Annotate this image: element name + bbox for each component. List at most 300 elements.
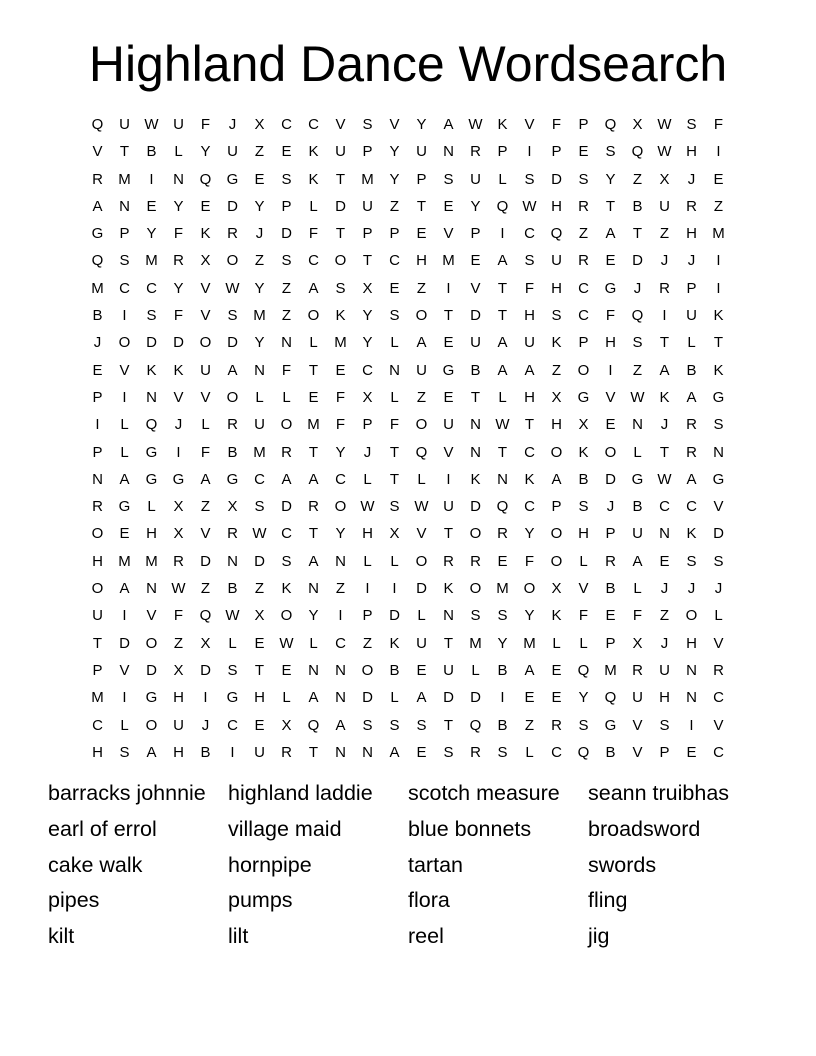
grid-letter: Z	[632, 170, 643, 188]
grid-letter: T	[713, 334, 724, 352]
grid-letter: K	[443, 580, 454, 598]
grid-letter: V	[443, 443, 454, 461]
grid-letter: U	[416, 143, 427, 161]
grid-letter: T	[92, 634, 103, 652]
grid-letter: H	[362, 525, 373, 543]
grid-letter: G	[118, 498, 131, 516]
grid-letter: B	[227, 580, 238, 598]
grid-letter: H	[551, 416, 562, 434]
grid-letter: E	[686, 743, 697, 761]
grid-letter: K	[713, 307, 724, 325]
grid-letter: O	[577, 361, 590, 379]
grid-letter: O	[334, 498, 347, 516]
grid-letter: M	[145, 552, 158, 570]
word-list-item: reel	[408, 924, 444, 949]
grid-letter: S	[605, 143, 616, 161]
grid-letter: Z	[578, 225, 589, 243]
grid-letter: Y	[389, 170, 400, 188]
grid-letter: C	[713, 743, 724, 761]
grid-letter: L	[282, 388, 291, 406]
grid-letter: C	[308, 252, 319, 270]
grid-letter: L	[120, 443, 129, 461]
grid-letter: M	[523, 634, 536, 652]
grid-letter: R	[227, 416, 238, 434]
grid-letter: C	[524, 443, 535, 461]
grid-letter: Y	[524, 525, 535, 543]
grid-letter: A	[227, 361, 238, 379]
grid-letter: H	[605, 334, 616, 352]
grid-letter: N	[227, 552, 238, 570]
grid-letter: S	[578, 716, 589, 734]
grid-letter: Y	[254, 279, 265, 297]
grid-letter: C	[389, 252, 400, 270]
grid-letter: J	[174, 416, 183, 434]
grid-letter: U	[416, 634, 427, 652]
grid-letter: U	[470, 170, 481, 188]
grid-letter: Q	[496, 197, 509, 215]
grid-letter: Y	[524, 607, 535, 625]
grid-letter: N	[497, 470, 508, 488]
grid-letter: H	[254, 689, 265, 707]
grid-letter: S	[470, 607, 481, 625]
grid-letter: K	[389, 634, 400, 652]
grid-letter: G	[604, 279, 617, 297]
grid-letter: Q	[631, 307, 644, 325]
grid-letter: M	[361, 170, 374, 188]
grid-letter: L	[714, 607, 723, 625]
grid-letter: C	[281, 525, 292, 543]
grid-letter: C	[146, 279, 157, 297]
word-list-item: earl of errol	[48, 816, 157, 841]
grid-letter: K	[335, 307, 346, 325]
grid-letter: K	[470, 470, 481, 488]
grid-letter: R	[713, 661, 724, 679]
grid-letter: B	[497, 716, 508, 734]
grid-letter: E	[416, 661, 427, 679]
grid-letter: E	[389, 279, 400, 297]
grid-letter: S	[254, 498, 265, 516]
grid-letter: U	[119, 116, 130, 133]
grid-letter: R	[470, 552, 481, 570]
grid-letter: N	[443, 143, 454, 161]
grid-letter: P	[362, 225, 373, 243]
page-title: Highland Dance Wordsearch	[88, 36, 728, 92]
grid-letter: L	[525, 743, 534, 761]
grid-letter: Y	[308, 607, 319, 625]
grid-letter: M	[334, 334, 347, 352]
grid-letter: N	[389, 361, 400, 379]
grid-letter: A	[119, 470, 130, 488]
grid-letter: Q	[199, 170, 212, 188]
grid-letter: W	[657, 116, 672, 133]
grid-letter: T	[308, 525, 319, 543]
grid-letter: P	[389, 225, 400, 243]
grid-letter: T	[335, 225, 346, 243]
grid-letter: G	[226, 689, 239, 707]
grid-letter: Q	[550, 225, 563, 243]
grid-letter: K	[578, 443, 589, 461]
grid-letter: W	[225, 607, 240, 625]
grid-letter: D	[254, 552, 265, 570]
grid-letter: O	[604, 443, 617, 461]
grid-letter: F	[200, 443, 211, 461]
grid-letter: X	[254, 116, 265, 133]
grid-letter: G	[226, 470, 239, 488]
grid-letter: Z	[254, 143, 265, 161]
grid-letter: L	[417, 607, 426, 625]
letter-grid	[84, 111, 732, 766]
grid-letter: Z	[659, 607, 670, 625]
grid-letter: A	[632, 552, 643, 570]
grid-letter: P	[551, 498, 562, 516]
word-list-item: kilt	[48, 924, 75, 949]
grid-letter: H	[686, 634, 697, 652]
grid-letter: L	[633, 443, 642, 461]
grid-letter: G	[91, 225, 104, 243]
grid-letter: O	[415, 416, 428, 434]
grid-letter: O	[550, 443, 563, 461]
word-list-item: highland laddie	[228, 781, 373, 805]
grid-letter: D	[470, 307, 481, 325]
grid-letter: S	[659, 716, 670, 734]
grid-letter: P	[92, 443, 103, 461]
grid-letter: W	[225, 279, 240, 297]
grid-letter: V	[335, 116, 346, 133]
grid-letter: L	[282, 689, 291, 707]
word-list-item: fling	[588, 888, 628, 913]
grid-letter: Y	[389, 143, 400, 161]
grid-letter: I	[122, 388, 127, 406]
grid-letter: F	[713, 116, 724, 133]
grid-letter: A	[497, 361, 508, 379]
grid-letter: R	[173, 252, 184, 270]
grid-letter: Y	[416, 116, 427, 133]
grid-letter: F	[578, 607, 589, 625]
word-list	[48, 776, 788, 955]
grid-letter: T	[308, 361, 319, 379]
grid-letter: S	[281, 170, 292, 188]
grid-letter: E	[497, 552, 508, 570]
grid-letter: Z	[632, 361, 643, 379]
grid-letter: B	[92, 307, 103, 325]
grid-letter: B	[470, 361, 481, 379]
word-list-item: broadsword	[588, 816, 701, 841]
grid-letter: N	[686, 689, 697, 707]
grid-letter: C	[119, 279, 130, 297]
grid-letter: N	[335, 661, 346, 679]
grid-letter: T	[632, 225, 643, 243]
grid-letter: X	[200, 252, 211, 270]
grid-letter: E	[92, 361, 103, 379]
grid-letter: Z	[713, 197, 724, 215]
grid-letter: Z	[362, 634, 373, 652]
grid-letter: Y	[362, 334, 373, 352]
grid-letter: G	[172, 470, 185, 488]
grid-letter: H	[92, 552, 103, 570]
grid-letter: P	[659, 743, 670, 761]
grid-letter: V	[146, 607, 157, 625]
grid-letter: C	[335, 470, 346, 488]
grid-letter: V	[713, 498, 724, 516]
grid-letter: U	[254, 416, 265, 434]
grid-letter: P	[362, 607, 373, 625]
grid-letter: E	[335, 361, 346, 379]
grid-letter: W	[630, 388, 645, 406]
grid-letter: S	[578, 170, 589, 188]
grid-letter: F	[173, 307, 184, 325]
grid-letter: N	[335, 552, 346, 570]
grid-letter: K	[551, 334, 562, 352]
grid-letter: S	[497, 743, 508, 761]
grid-letter: G	[226, 170, 239, 188]
grid-letter: P	[551, 143, 562, 161]
grid-letter: K	[173, 361, 184, 379]
grid-letter: C	[524, 498, 535, 516]
grid-letter: H	[524, 388, 535, 406]
grid-letter: J	[363, 443, 372, 461]
grid-letter: N	[659, 525, 670, 543]
grid-letter: A	[416, 334, 427, 352]
grid-letter: P	[416, 170, 427, 188]
grid-letter: L	[633, 580, 642, 598]
grid-letter: E	[416, 743, 427, 761]
grid-letter: U	[362, 197, 373, 215]
grid-letter: Y	[173, 197, 184, 215]
grid-letter: P	[362, 143, 373, 161]
grid-letter: V	[632, 716, 643, 734]
grid-letter: C	[659, 498, 670, 516]
word-list-item: tartan	[408, 852, 463, 877]
grid-letter: O	[361, 661, 374, 679]
grid-letter: U	[443, 498, 454, 516]
grid-letter: H	[551, 197, 562, 215]
grid-letter: N	[335, 689, 346, 707]
grid-letter: P	[470, 225, 481, 243]
grid-letter: S	[362, 716, 373, 734]
grid-letter: S	[119, 743, 130, 761]
grid-letter: D	[281, 225, 292, 243]
grid-letter: E	[713, 170, 724, 188]
grid-letter: D	[470, 498, 481, 516]
grid-letter: W	[495, 416, 510, 434]
grid-letter: D	[713, 525, 724, 543]
grid-letter: I	[176, 443, 181, 461]
grid-letter: U	[443, 416, 454, 434]
grid-letter: M	[253, 307, 266, 325]
grid-letter: T	[362, 252, 373, 270]
grid-letter: J	[228, 116, 237, 133]
grid-letter: N	[686, 661, 697, 679]
grid-letter: N	[713, 443, 724, 461]
grid-letter: B	[686, 361, 697, 379]
grid-letter: Y	[200, 143, 211, 161]
grid-letter: Q	[307, 716, 320, 734]
grid-letter: R	[578, 252, 589, 270]
grid-letter: A	[281, 470, 292, 488]
grid-letter: D	[443, 689, 454, 707]
grid-letter: A	[308, 689, 319, 707]
grid-letter: Q	[604, 689, 617, 707]
grid-letter: S	[443, 170, 454, 188]
grid-letter: A	[524, 661, 535, 679]
grid-letter: U	[254, 743, 265, 761]
grid-letter: B	[605, 580, 616, 598]
grid-letter: D	[551, 170, 562, 188]
word-list-item: swords	[588, 852, 657, 877]
grid-letter: S	[227, 307, 238, 325]
grid-letter: D	[389, 607, 400, 625]
grid-letter: X	[173, 498, 184, 516]
grid-letter: I	[149, 170, 154, 188]
grid-letter: V	[389, 116, 400, 133]
grid-letter: I	[500, 225, 505, 243]
grid-letter: A	[308, 552, 319, 570]
grid-letter: A	[308, 470, 319, 488]
grid-letter: S	[389, 716, 400, 734]
grid-letter: E	[119, 525, 130, 543]
grid-letter: V	[92, 143, 103, 161]
grid-letter: O	[307, 307, 320, 325]
grid-letter: S	[713, 416, 724, 434]
grid-letter: K	[308, 143, 319, 161]
grid-letter: Y	[173, 279, 184, 297]
grid-letter: T	[659, 334, 670, 352]
word-list-item: pipes	[48, 888, 100, 913]
grid-letter: Z	[389, 197, 400, 215]
grid-letter: R	[686, 443, 697, 461]
grid-letter: R	[173, 552, 184, 570]
grid-letter: A	[497, 252, 508, 270]
grid-letter: Q	[91, 252, 104, 270]
grid-letter: N	[146, 388, 157, 406]
grid-letter: V	[200, 279, 211, 297]
grid-letter: S	[686, 552, 697, 570]
grid-letter: V	[713, 716, 724, 734]
grid-letter: S	[578, 498, 589, 516]
grid-letter: O	[469, 580, 482, 598]
grid-letter: C	[335, 634, 346, 652]
grid-letter: I	[446, 470, 451, 488]
grid-letter: J	[606, 498, 615, 516]
grid-letter: U	[92, 607, 103, 625]
grid-letter: M	[91, 689, 104, 707]
grid-letter: T	[254, 661, 265, 679]
grid-letter: E	[254, 634, 265, 652]
grid-letter: R	[686, 197, 697, 215]
grid-letter: A	[443, 116, 454, 133]
grid-letter: M	[442, 252, 455, 270]
grid-letter: V	[632, 743, 643, 761]
grid-letter: R	[443, 552, 454, 570]
grid-letter: Y	[470, 197, 481, 215]
grid-letter: D	[200, 661, 211, 679]
grid-letter: I	[716, 279, 721, 297]
grid-letter: U	[659, 661, 670, 679]
grid-letter: E	[443, 197, 454, 215]
grid-letter: X	[632, 634, 643, 652]
grid-letter: M	[118, 170, 131, 188]
grid-letter: Q	[496, 498, 509, 516]
grid-letter: W	[414, 498, 429, 516]
grid-letter: K	[281, 580, 292, 598]
grid-letter: U	[335, 143, 346, 161]
grid-letter: Z	[416, 388, 427, 406]
grid-letter: V	[524, 116, 535, 133]
grid-letter: N	[281, 334, 292, 352]
word-list-item: village maid	[228, 816, 342, 841]
grid-letter: F	[605, 307, 616, 325]
grid-letter: Q	[604, 116, 617, 133]
grid-letter: C	[578, 279, 589, 297]
grid-letter: T	[605, 197, 616, 215]
grid-letter: S	[443, 743, 454, 761]
grid-letter: R	[551, 716, 562, 734]
grid-letter: C	[551, 743, 562, 761]
grid-letter: U	[470, 334, 481, 352]
grid-letter: D	[605, 470, 616, 488]
grid-letter: O	[91, 580, 104, 598]
grid-letter: G	[604, 716, 617, 734]
grid-letter: I	[203, 689, 208, 707]
grid-letter: W	[144, 116, 159, 133]
grid-letter: T	[416, 197, 427, 215]
grid-letter: A	[605, 225, 616, 243]
grid-letter: E	[551, 689, 562, 707]
grid-letter: D	[119, 634, 130, 652]
grid-letter: G	[577, 388, 590, 406]
grid-letter: O	[469, 525, 482, 543]
grid-letter: W	[468, 116, 483, 133]
grid-letter: L	[471, 661, 480, 679]
grid-letter: Y	[578, 689, 589, 707]
grid-letter: H	[416, 252, 427, 270]
grid-letter: M	[712, 225, 725, 243]
grid-letter: L	[309, 197, 318, 215]
grid-letter: K	[713, 361, 724, 379]
word-list-item: pumps	[228, 888, 293, 913]
grid-letter: A	[416, 689, 427, 707]
grid-letter: K	[686, 525, 697, 543]
grid-letter: Q	[199, 607, 212, 625]
grid-letter: F	[335, 388, 346, 406]
grid-letter: V	[200, 388, 211, 406]
grid-letter: Z	[200, 498, 211, 516]
grid-letter: F	[389, 416, 400, 434]
grid-letter: A	[389, 743, 400, 761]
grid-letter: X	[659, 170, 670, 188]
grid-letter: U	[632, 525, 643, 543]
grid-letter: R	[470, 743, 481, 761]
grid-letter: P	[281, 197, 292, 215]
grid-letter: J	[660, 580, 669, 598]
grid-letter: T	[497, 443, 508, 461]
grid-letter: N	[335, 743, 346, 761]
grid-letter: P	[578, 334, 589, 352]
grid-letter: Q	[415, 443, 428, 461]
word-list-item: flora	[408, 888, 450, 913]
grid-letter: I	[662, 307, 667, 325]
grid-letter: E	[443, 334, 454, 352]
grid-letter: E	[281, 661, 292, 679]
grid-letter: D	[362, 689, 373, 707]
grid-letter: I	[392, 580, 397, 598]
grid-letter: J	[687, 252, 696, 270]
grid-letter: I	[230, 743, 235, 761]
grid-letter: E	[308, 388, 319, 406]
grid-letter: C	[281, 116, 292, 133]
grid-letter: C	[713, 689, 724, 707]
grid-letter: T	[308, 743, 319, 761]
